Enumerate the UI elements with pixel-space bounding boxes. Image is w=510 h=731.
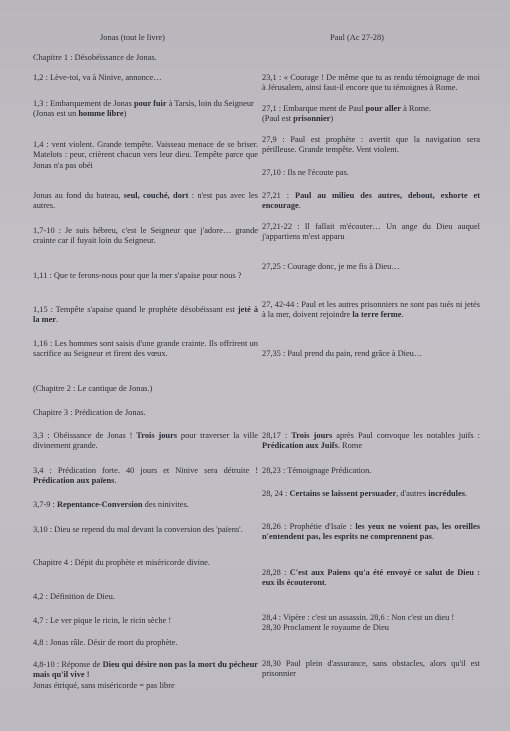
entry-text: (Jonas est un [33, 109, 79, 119]
right-entry [262, 466, 480, 476]
entry-text: 1,4 : vent violent. Grande tempête. Vaisseau menace de se briser. Matelots : peur, crièrent chacun vers leur dieu. Tempête parce que Jonas n'a pas obéi [33, 140, 258, 170]
entry-text: 27,21-22 : Il fallait m'écouter… Un ange du Dieu auquel j'appartiens m'est apparu [262, 222, 480, 242]
entry-text: après Paul convoque les notables juifs : [332, 431, 480, 440]
bold-text: jeté à la mer [33, 305, 259, 325]
right-entry [262, 613, 480, 634]
entry-text: 1,7-10 : Je suis hébreu, c'est le Seigneur que j'adore… grande crainte car il fuyait loin du Seigneur. [33, 226, 258, 246]
bold-text: les yeux ne voient pas, les oreilles n'entendent pas, les esprits ne comprennent pas [262, 522, 480, 542]
entry-text: 28,30 Proclament le royaume de Dieu [262, 623, 389, 633]
right-entry [262, 135, 480, 156]
bold-text: incrédules [428, 489, 465, 498]
entry-text: . [401, 310, 404, 320]
left-entry [33, 339, 258, 360]
bold-text: seul, couché, dort [123, 191, 189, 200]
left-column-header: Jonas (tout le livre) [100, 33, 165, 42]
right-entry [262, 349, 480, 359]
right-entry [262, 262, 480, 272]
entry-text: (Chapitre 2 : Le cantique de Jonas.) [33, 384, 153, 393]
entry-text: Chapitre 3 : Prédication de Jonas. [33, 408, 146, 417]
bold-text: pour aller [365, 104, 401, 113]
entry-text: 28,4 : Vipère : c'est un assassin. 28,6 : Non c'est un dieu ! [262, 613, 455, 622]
entry-text: 28,28 : [262, 568, 290, 577]
entry-text: 1,15 : Tempête s'apaise quand le prophète désobéissant est [33, 305, 238, 314]
left-entry [33, 592, 258, 602]
bold-text: Dieu qui désire non pas la mort du pécheur mais qu'il vive ! [33, 660, 258, 680]
entry-text: 1,16 : Les hommes sont saisis d'une grande crainte. Ils offrirent un sacrifice au Seigneur et firent des vœux. [33, 339, 258, 359]
entry-text: 27,35 : Paul prend du pain, rend grâce à Dieu… [262, 349, 423, 358]
left-entry [33, 53, 258, 63]
entry-text: 4,2 : Définition de Dieu. [33, 592, 115, 601]
entry-text: 27,1 : Embarque ment de Paul [262, 104, 366, 113]
bold-text: Prédication aux Juifs [262, 441, 338, 451]
right-entry [262, 191, 480, 212]
entry-text: 27,21 : [262, 191, 295, 200]
left-entry [33, 466, 258, 487]
right-entry [262, 168, 480, 178]
entry-text: . [464, 489, 468, 498]
entry-text: 3,4 : Prédication forte. 40 jours et Ninive sera détruite ! [33, 466, 258, 475]
right-entry [262, 104, 480, 125]
left-entry [33, 408, 258, 418]
bold-text: la terre ferme [352, 310, 402, 320]
bold-text: Prédication aux païens [33, 476, 115, 486]
right-entry [262, 659, 480, 680]
left-entry [33, 558, 258, 568]
entry-text: ) [123, 109, 127, 119]
entry-text: 28,30 Paul plein d'assurance, sans obstacles, alors qu'il est prisonnier [262, 659, 480, 679]
entry-text: 4,7 : Le ver pique le ricin, le ricin sèche ! [33, 616, 172, 625]
right-entry [262, 568, 480, 589]
entry-text: 3,3 : Obéissance de Jonas ! [33, 431, 137, 440]
entry-text: Chapitre 1 : Désobéissance de Jonas. [33, 53, 157, 62]
bold-text: prisonnier [293, 114, 331, 124]
bold-text: Certains se laissent persuader [289, 489, 397, 498]
entry-text: Chapitre 4 : Dépit du prophète et miséricorde divine. [33, 558, 210, 567]
entry-text: des ninivites. [142, 500, 189, 509]
bold-text: Trois jours [291, 431, 333, 440]
left-entry [33, 660, 258, 691]
bold-text: homme libre [78, 109, 124, 119]
entry-text: 23,1 : « Courage ! De même que tu as rendu témoignage de moi à Jérusalem, ainsi faut-il encore que tu témoignes à Rome. [262, 73, 480, 93]
bold-text: Trois jours [136, 431, 178, 440]
bold-text: Repentance-Conversion [56, 500, 143, 509]
right-entry [262, 489, 480, 499]
left-entry [33, 638, 258, 648]
left-entry [33, 384, 258, 394]
entry-text: 1,11 : Que te ferons-nous pour que la mer s'apaise pour nous ? [33, 271, 242, 280]
entry-text: 27,10 : Ils ne l'écoute pas. [262, 168, 349, 177]
entry-text: : n'est pas avec les autres. [33, 191, 258, 211]
entry-text: Jonas au fond du bateau, [33, 191, 124, 200]
left-entry [33, 73, 258, 83]
entry-text: , d'autres [396, 489, 429, 498]
entry-text: . [324, 578, 327, 588]
entry-text: 28, 24 : [262, 489, 290, 498]
left-entry [33, 99, 258, 120]
entry-text: 28,17 : [262, 431, 292, 440]
entry-text: 27, 42-44 : Paul et les autres prisonniers ne sont pas tués ni jetés à la mer, doivent rejoindre [262, 300, 480, 320]
entry-text: 27,25 : Courage donc, je me fis à Dieu… [262, 262, 400, 271]
left-entry [33, 271, 258, 281]
entry-text: 3,7-9 : [33, 500, 57, 509]
entry-text: 1,2 : Lève-toi, va à Ninive, annonce… [33, 73, 162, 82]
bold-text: pour fuir [133, 99, 167, 108]
entry-text: . Rome [337, 441, 363, 451]
entry-text: (Paul est [262, 114, 294, 124]
entry-text: 27,9 : Paul est prophète : avertit que la navigation sera périlleuse. Grande tempête. Vent violent. [262, 135, 480, 155]
right-entry [262, 73, 480, 94]
right-entry [262, 300, 480, 321]
entry-text: ) [330, 114, 334, 124]
left-entry [33, 431, 258, 452]
left-entry [33, 191, 258, 212]
entry-text: 1,3 : Embarquement de Jonas [33, 99, 134, 108]
entry-text: 28,23 : Témoignage Prédication. [262, 466, 372, 475]
entry-text: Jonas étriqué, sans miséricorde = pas libre [33, 680, 175, 690]
entry-text: pour traverser la ville divinement grande. [33, 431, 258, 451]
entry-text: 3,10 : Dieu se repend du mal devant la conversion des 'païens'. [33, 525, 243, 534]
right-entry [262, 222, 480, 243]
right-entry [262, 431, 480, 452]
bold-text: Paul au milieu des autres, debout, exhorte et encourage [262, 191, 480, 211]
entry-text: à Tarsis, loin du Seigneur [166, 99, 254, 108]
left-entry [33, 140, 258, 171]
left-entry [33, 616, 258, 626]
left-entry [33, 226, 258, 247]
bold-text: C'est aux Païens qu'a été envoyé ce salut de Dieu : eux ils écouteront [262, 568, 481, 588]
left-entry [33, 305, 258, 326]
entry-text: 4,8-10 : Réponse de [33, 660, 103, 669]
entry-text: 4,8 : Jonas râle. Désir de mort du prophète. [33, 638, 178, 647]
right-entry [262, 522, 480, 543]
entry-text: à Rome. [400, 104, 431, 113]
left-entry [33, 500, 258, 510]
entry-text: . [431, 532, 435, 542]
entry-text: . [56, 315, 59, 325]
left-entry [33, 525, 258, 535]
entry-text: . [114, 476, 117, 486]
entry-text: . [298, 201, 301, 211]
right-column-header: Paul (Ac 27-28) [330, 33, 384, 42]
entry-text: 28,26 : Prophétie d'Isaïe : [262, 522, 356, 531]
